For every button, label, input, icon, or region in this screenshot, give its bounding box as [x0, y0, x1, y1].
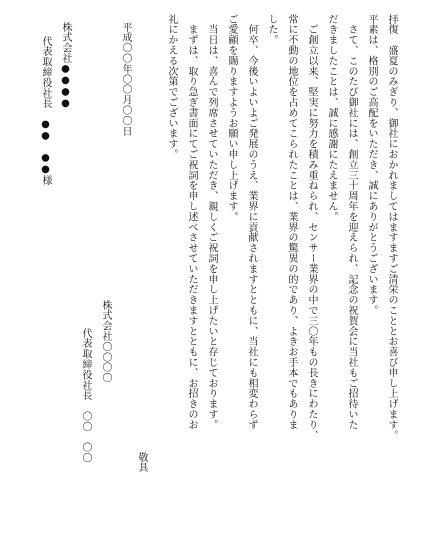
closing-keigu: 敬具	[136, 452, 147, 473]
letter-line-4: だきましたことは、誠に感謝にたえません。	[326, 14, 337, 222]
letter-line-12: 礼にかえる次第でございます。	[166, 14, 177, 160]
letter-line-6: 常に不動の地位を占めてこられたことは、業界の驚異の的であり、よきお手本でもありま	[286, 14, 297, 430]
letter-line-11: まずは、取り急ぎ書面にてご祝詞を申し述べさせていただきますとともに、お招きのお	[186, 14, 197, 430]
letter-line-2: 平素は、格別のご高配をいただき、誠にありがとうございます。	[366, 14, 377, 316]
letter-line-10: 当日は、喜んで列席させていただき、親しくご祝詞を申し上げたいと存じております。	[206, 14, 217, 430]
letter-line-9: ご愛顧を賜りますようお願い申し上げます。	[226, 14, 237, 222]
letter-line-8: 何卒、今後いよいよご発展のうえ、業界に貢献されますとともに、当社にも相変わらず	[246, 14, 257, 430]
recipient-company: 株式会社●●●●	[60, 22, 71, 110]
letter-date: 平成〇〇年〇〇月〇〇日	[120, 22, 131, 137]
letter-line-3: さて、このたび御社には、創立三十周年を迎えられ、記念の祝賀会に当社もご招待いた	[346, 14, 357, 430]
recipient-title-name: 代表取締役社長 ●● ●●様	[40, 36, 51, 186]
letter-line-5: ご創立以来、堅実に努力を積み重ねられ、センサー業界の中で三〇年もの長きにわたり、	[306, 14, 317, 441]
sender-title-name: 代表取締役社長 〇〇 〇〇	[80, 328, 91, 464]
letter-line-7: した。	[266, 14, 277, 46]
sender-company: 株式会社〇〇〇〇	[100, 300, 111, 384]
letter-line-1: 拝復 盛夏のみぎり、御社におかれましてはますますご清栄のこととお喜び申し上げます。	[386, 14, 397, 441]
